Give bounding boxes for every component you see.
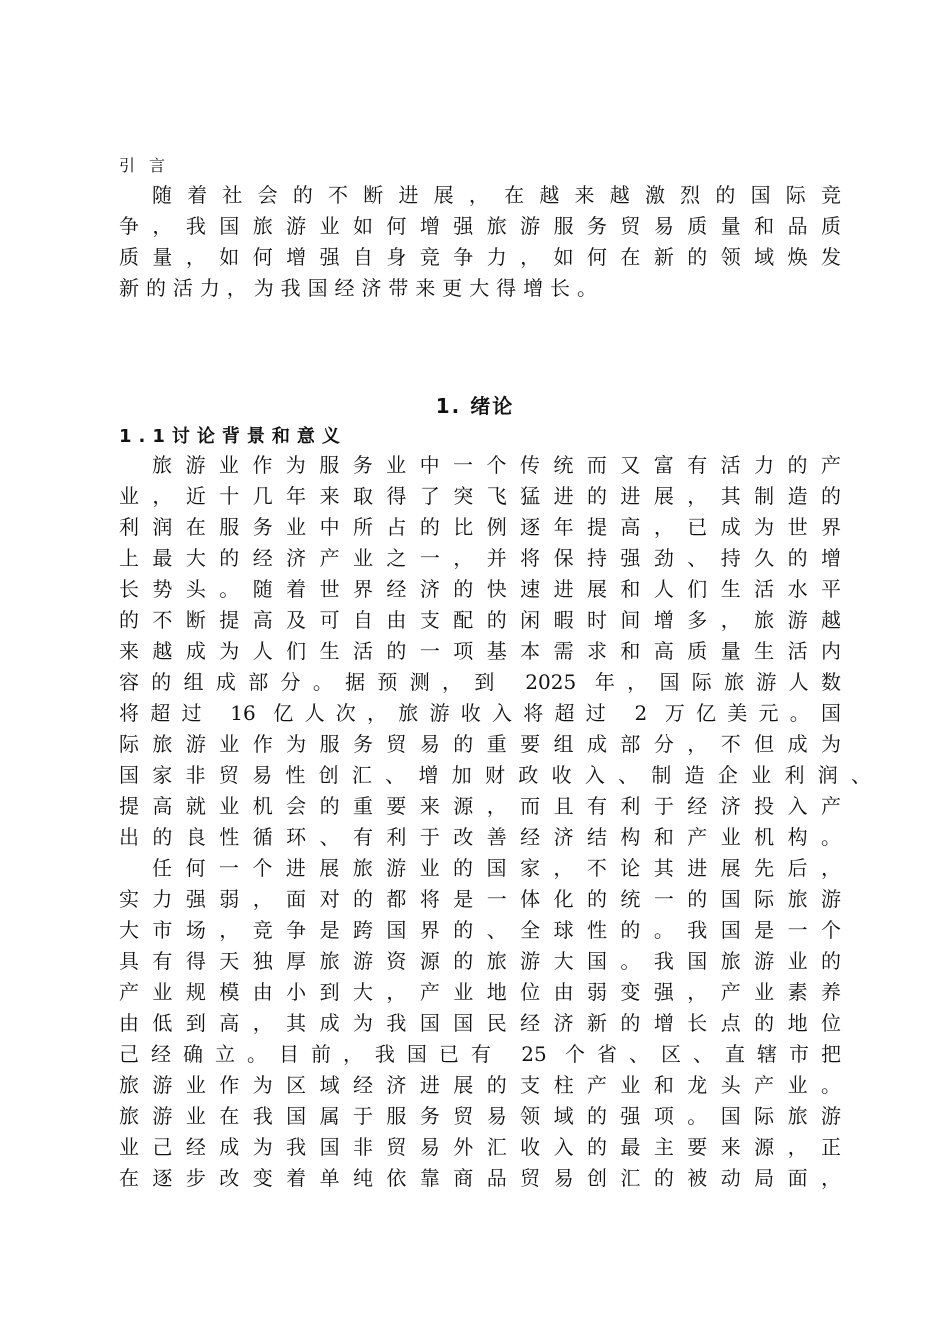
paragraph-line: 长势头。随着世界经济的快速进展和人们生活水平: [119, 577, 841, 601]
section-title: 1.1讨论背景和意义: [119, 426, 347, 447]
paragraph-line: 业己经成为我国非贸易外汇收入的最主要来源，正: [119, 1135, 841, 1159]
paragraph-line: 旅游业作为区域经济进展的支柱产业和龙头产业。: [119, 1073, 841, 1097]
paragraph-line: 任何一个进展旅游业的国家，不论其进展先后，: [152, 856, 841, 880]
paragraph-line: 业，近十几年来取得了突飞猛进的进展，其制造的: [119, 484, 841, 508]
paragraph-line: 提高就业机会的重要来源，而且有利于经济投入产: [119, 794, 841, 818]
paragraph-line: 际旅游业作为服务贸易的重要组成部分，不但成为: [119, 732, 841, 756]
paragraph-line: 将超过 16 亿人次，旅游收入将超过 2 万亿美元。国: [119, 701, 841, 725]
paragraph-line: 上最大的经济产业之一，并将保持强劲、持久的增: [119, 546, 841, 570]
preface-line: 随着社会的不断进展，在越来越激烈的国际竞: [152, 183, 841, 207]
paragraph-line: 在逐步改变着单纯依靠商品贸易创汇的被动局面，: [119, 1166, 841, 1190]
paragraph-line: 具有得天独厚旅游资源的旅游大国。我国旅游业的: [119, 949, 841, 973]
paragraph-line: 旅游业在我国属于服务贸易领域的强项。国际旅游: [119, 1104, 841, 1128]
chapter-title: 1. 绪论: [435, 394, 515, 418]
paragraph-line: 来越成为人们生活的一项基本需求和高质量生活内: [119, 639, 841, 663]
paragraph-line: 的不断提高及可自由支配的闲暇时间增多，旅游越: [119, 608, 841, 632]
paragraph-line: 利润在服务业中所占的比例逐年提高，已成为世界: [119, 515, 841, 539]
preface-line: 争，我国旅游业如何增强旅游服务贸易质量和品质: [119, 214, 841, 238]
paragraph-line: 由低到高，其成为我国国民经济新的增长点的地位: [119, 1011, 841, 1035]
preface-line: 新的活力，为我国经济带来更大得增长。: [119, 276, 597, 300]
paragraph-line: 国家非贸易性创汇、增加财政收入、制造企业利润、: [119, 763, 871, 787]
paragraph-line: 大市场，竞争是跨国界的、全球性的。我国是一个: [119, 918, 841, 942]
paragraph-line: 产业规模由小到大，产业地位由弱变强，产业素养: [119, 980, 841, 1004]
paragraph-line: 旅游业作为服务业中一个传统而又富有活力的产: [152, 453, 841, 477]
paragraph-line: 己经确立。目前，我国已有 25 个省、区、直辖市把: [119, 1042, 841, 1066]
preface-heading: 引言: [119, 156, 180, 175]
preface-line: 质量，如何增强自身竞争力，如何在新的领域焕发: [119, 245, 841, 269]
paragraph-line: 实力强弱，面对的都将是一体化的统一的国际旅游: [119, 887, 841, 911]
paragraph-line: 出的良性循环、有利于改善经济结构和产业机构。: [119, 825, 841, 849]
paragraph-line: 容的组成部分。据预测，到 2025 年，国际旅游人数: [119, 670, 841, 694]
